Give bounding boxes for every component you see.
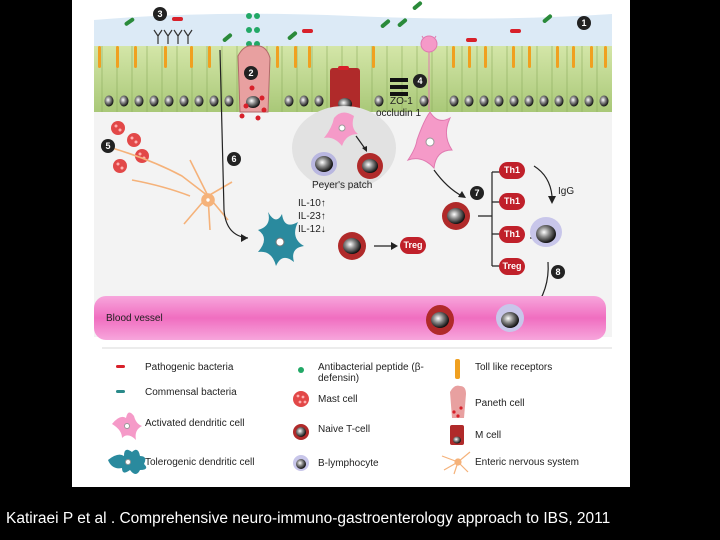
epithelial-nucleus (180, 96, 189, 107)
m-cell-icon (450, 425, 464, 445)
toll-like-receptor (98, 46, 101, 68)
step-number-8: 8 (551, 265, 565, 279)
legend-toll-like-receptors: Toll like receptors (475, 362, 553, 373)
toll-like-receptor (308, 46, 311, 68)
antibacterial-peptide-icon (298, 367, 304, 373)
legend-commensal-bacteria: Commensal bacteria (145, 387, 237, 398)
legend-pathogenic-bacteria: Pathogenic bacteria (145, 362, 234, 373)
th1-badge: Th1 (499, 226, 525, 243)
legend-m-cell: M cell (475, 430, 502, 441)
b-lymphocyte-icon (293, 455, 309, 471)
enteric-nerve-icon (442, 452, 470, 474)
step-number-2: 2 (244, 66, 258, 80)
epithelial-nucleus (450, 96, 459, 107)
pathogenic-bacterium (510, 29, 521, 33)
commensal-bacteria-icon (116, 390, 125, 393)
legend-activated-dendritic-cell: Activated dendritic cell (145, 418, 245, 429)
epithelial-nucleus (570, 96, 579, 107)
peyers-patch-label: Peyer's patch (312, 180, 373, 191)
toll-like-receptor (372, 46, 375, 68)
toll-like-receptor (294, 46, 297, 68)
epithelial-nucleus (600, 96, 609, 107)
epithelial-nucleus (555, 96, 564, 107)
interleukin-label-il10: IL-10↑ (298, 198, 326, 209)
slide (72, 0, 630, 487)
toll-like-receptor (208, 46, 211, 68)
mast-cell-icon (293, 391, 309, 407)
commensal-bacterium (412, 1, 423, 11)
epithelial-nucleus (540, 96, 549, 107)
toll-like-receptor (134, 46, 137, 68)
legend-tolerogenic-dendritic-cell: Tolerogenic dendritic cell (145, 457, 255, 468)
epithelial-nucleus (150, 96, 159, 107)
legend-antibacterial-peptide: Antibacterial peptide (β-defensin) (318, 362, 424, 384)
epithelial-nucleus (120, 96, 129, 107)
epithelial-nucleus (525, 96, 534, 107)
toll-like-receptor (528, 46, 531, 68)
toll-like-receptor-icon (455, 359, 460, 379)
step-number-3: 3 (153, 7, 167, 21)
epithelial-nucleus (300, 96, 309, 107)
step-number-4: 4 (413, 74, 427, 88)
toll-like-receptor (164, 46, 167, 68)
toll-like-receptor (512, 46, 515, 68)
epithelial-nucleus (195, 96, 204, 107)
step-number-1: 1 (577, 16, 591, 30)
paneth-cell-icon (450, 386, 466, 418)
legend-naive-t-cell: Naive T-cell (318, 424, 371, 435)
activated-dendritic-cell-icon (112, 412, 142, 440)
epithelial-nucleus (225, 96, 234, 107)
step-number-7: 7 (470, 186, 484, 200)
toll-like-receptor (190, 46, 193, 68)
zo1-label: ZO-1 (390, 96, 413, 107)
interleukin-label-il12: IL-12↓ (298, 224, 326, 235)
pathogenic-bacterium (338, 66, 349, 70)
pathogenic-bacterium (302, 29, 313, 33)
gut-immune-diagram (72, 0, 630, 487)
epithelial-nucleus (135, 96, 144, 107)
epithelial-nucleus (165, 96, 174, 107)
toll-like-receptor (484, 46, 487, 68)
toll-like-receptor (556, 46, 559, 68)
epithelial-nucleus (495, 96, 504, 107)
epithelial-nucleus (465, 96, 474, 107)
epithelial-nucleus (375, 96, 384, 107)
paneth-cell (238, 46, 270, 121)
toll-like-receptor (276, 46, 279, 68)
legend-paneth-cell: Paneth cell (475, 398, 525, 409)
pathogenic-bacteria-icon (116, 365, 125, 368)
blood-vessel-label: Blood vessel (106, 313, 163, 324)
toll-like-receptor (116, 46, 119, 68)
legend-b-lymphocyte: B-lymphocyte (318, 458, 379, 469)
epithelial-nucleus (585, 96, 594, 107)
treg-badge: Treg (499, 258, 525, 275)
pathogenic-bacterium (466, 38, 477, 42)
toll-like-receptor (572, 46, 575, 68)
epithelial-nucleus (210, 96, 219, 107)
tight-junction (390, 78, 408, 96)
epithelial-nucleus (105, 96, 114, 107)
step-number-6: 6 (227, 152, 241, 166)
toll-like-receptor (590, 46, 593, 68)
epithelial-nucleus (420, 96, 429, 107)
interleukin-label-il23: IL-23↑ (298, 211, 326, 222)
pathogenic-bacterium (172, 17, 183, 21)
legend-enteric-nervous-system: Enteric nervous system (475, 457, 579, 468)
treg-badge: Treg (400, 237, 426, 254)
toll-like-receptor (468, 46, 471, 68)
th1-badge: Th1 (499, 193, 525, 210)
citation-caption: Katiraei P et al . Comprehensive neuro-immuno-gastroenterology approach to IBS, 2011 (6, 510, 611, 527)
tolerogenic-dendritic-cell-icon (108, 450, 146, 474)
legend-mast-cell: Mast cell (318, 394, 358, 405)
toll-like-receptor (452, 46, 455, 68)
epithelial-nucleus (285, 96, 294, 107)
toll-like-receptor (604, 46, 607, 68)
epithelial-nucleus (510, 96, 519, 107)
naive-t-cell-icon (293, 424, 309, 440)
th1-badge: Th1 (499, 162, 525, 179)
epithelial-nucleus (315, 96, 324, 107)
blood-vessel (94, 296, 606, 340)
epithelial-nucleus (480, 96, 489, 107)
occludin-label: occludin 1 (376, 108, 422, 119)
igg-label: IgG (558, 186, 575, 197)
step-number-5: 5 (101, 139, 115, 153)
